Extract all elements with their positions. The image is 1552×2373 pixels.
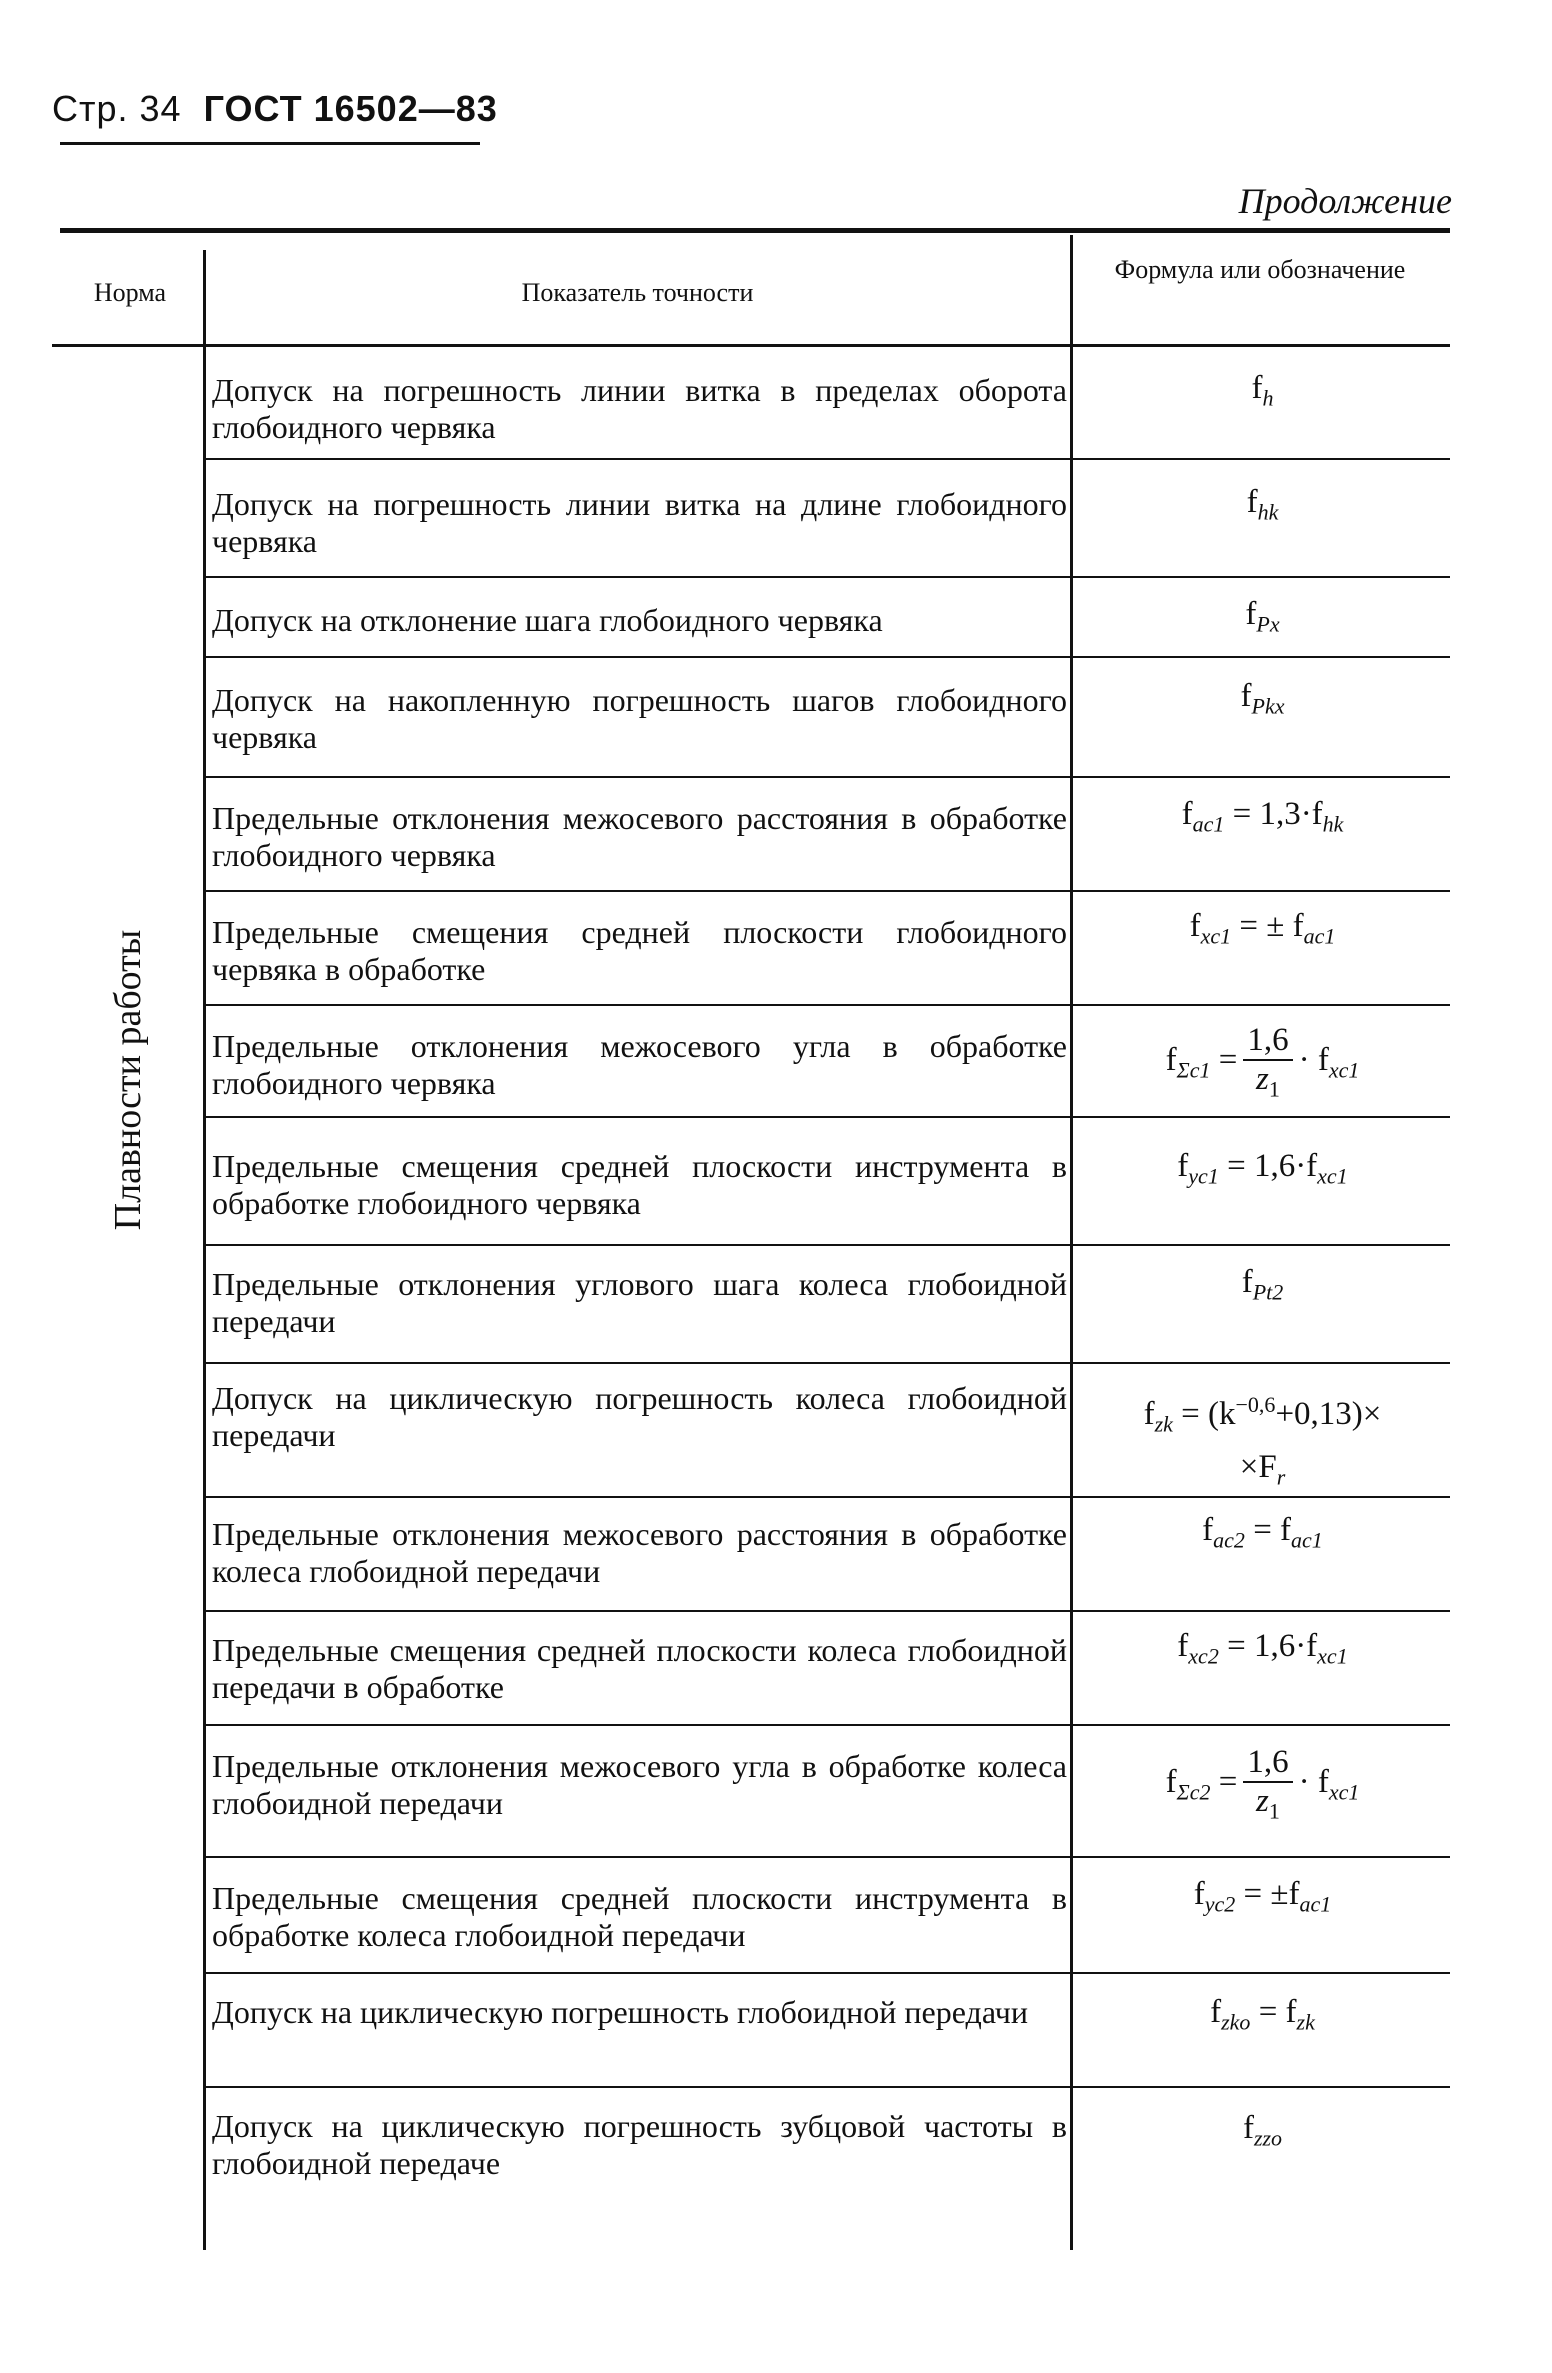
formula-cell: $f_{\Sigma c2}$ = $\frac{1,6}{z_1}$ · $f_{xc1}$ (1165, 1744, 1360, 1824)
row-separator (205, 1004, 1450, 1006)
formula-cell: $f_{Pkx}$ (1240, 678, 1285, 719)
indicator-text: Предельные отклонения межосевого угла в обработке колеса глобоидной передачи (212, 1748, 1067, 1821)
row-separator (205, 890, 1450, 892)
indicator-text: Предельные отклонения межосевого расстояния в обработке колеса глобоидной передачи (212, 1516, 1067, 1589)
formula-cell: $f_{Px}$ (1245, 596, 1280, 637)
row-separator (205, 656, 1450, 658)
indicator-text: Предельные смещения средней плоскости глобоидного червяка в обработке (212, 914, 1067, 987)
formula-cell: $f_h$ (1251, 370, 1274, 411)
row-separator (205, 1362, 1450, 1364)
header-bottom-rule (52, 344, 1450, 347)
formula-cell: $f_{zzo}$ (1242, 2110, 1283, 2151)
table-top-rule (60, 228, 1450, 233)
row-separator (205, 1244, 1450, 1246)
indicator-text: Предельные смещения средней плоскости инструмента в обработке глобоидного червяка (212, 1148, 1067, 1221)
formula-cell: $f_{Pt2}$ (1241, 1264, 1284, 1305)
formula-cell: $f_{xc1}$ = ± $f_{ac1}$ (1189, 908, 1336, 949)
row-separator (205, 2086, 1450, 2088)
indicator-text: Допуск на отклонение шага глобоидного червяка (212, 602, 883, 638)
column-divider-1 (203, 250, 206, 2250)
row-separator (205, 1610, 1450, 1612)
standard-code: ГОСТ 16502—83 (203, 88, 498, 129)
column-header-formula: Формула или обозначение (1114, 255, 1406, 284)
row-separator (205, 1856, 1450, 1858)
page-number: Стр. 34 (52, 88, 182, 129)
column-divider-2 (1070, 235, 1073, 2250)
indicator-text: Предельные отклонения межосевого расстояния в обработке глобоидного червяка (212, 800, 1067, 873)
indicator-text: Допуск на циклическую погрешность колеса глобоидной передачи (212, 1380, 1067, 1453)
formula-cell: $f_{yc2} = \pm f_{ac1}$ (1193, 1876, 1332, 1917)
row-separator (205, 1724, 1450, 1726)
indicator-text: Предельные отклонения межосевого угла в обработке глобоидного червяка (212, 1028, 1067, 1101)
page-header (52, 88, 498, 130)
formula-cell: $f_{ac2} = f_{ac1}$ (1202, 1512, 1323, 1553)
formula-cell: $f_{yc1} = 1,6\cdot f_{xc1}$ (1177, 1148, 1348, 1189)
row-separator (205, 776, 1450, 778)
indicator-text: Предельные отклонения углового шага колеса глобоидной передачи (212, 1266, 1067, 1339)
indicator-text: Допуск на погрешность линии витка в пределах оборота глобоидного червяка (212, 372, 1067, 445)
norm-group-label: Плавности работы (107, 929, 149, 1231)
formula-cell: $f_{xc2} = 1,6\cdot f_{xc1}$ (1177, 1628, 1348, 1669)
formula-cell: $f_{zk} = (k^{-0,6}+0,13)\times$ $\times F_r$ (1143, 1392, 1382, 1490)
row-separator (205, 458, 1450, 460)
column-header-norm: Норма (93, 278, 167, 307)
row-separator (205, 576, 1450, 578)
formula-cell: $f_{\Sigma c1}$ = $\frac{1,6}{z_1}$ · $f_{xc1}$ (1165, 1022, 1360, 1102)
column-header-indicator: Показатель точности (521, 278, 754, 307)
formula-cell: $f_{hk}$ (1246, 484, 1279, 525)
indicator-text: Допуск на циклическую погрешность глобоидной передачи (212, 1994, 1028, 2030)
indicator-text: Допуск на накопленную погрешность шагов глобоидного червяка (212, 682, 1067, 755)
continuation-label: Продолжение (1238, 181, 1452, 221)
indicator-text: Допуск на циклическую погрешность зубцовой частоты в глобоидной передаче (212, 2108, 1067, 2181)
header-underline (60, 142, 480, 145)
indicator-text: Предельные смещения средней плоскости колеса глобоидной передачи в обработке (212, 1632, 1067, 1705)
indicator-text: Допуск на погрешность линии витка на длине глобоидного червяка (212, 486, 1067, 559)
indicator-text: Предельные смещения средней плоскости инструмента в обработке колеса глобоидной передачи (212, 1880, 1067, 1953)
row-separator (205, 1972, 1450, 1974)
row-separator (205, 1116, 1450, 1118)
formula-cell: $f_{zko} = f_{zk}$ (1210, 1994, 1315, 2035)
formula-cell: $f_{ac1} = 1,3\cdot f_{hk}$ (1181, 796, 1344, 837)
